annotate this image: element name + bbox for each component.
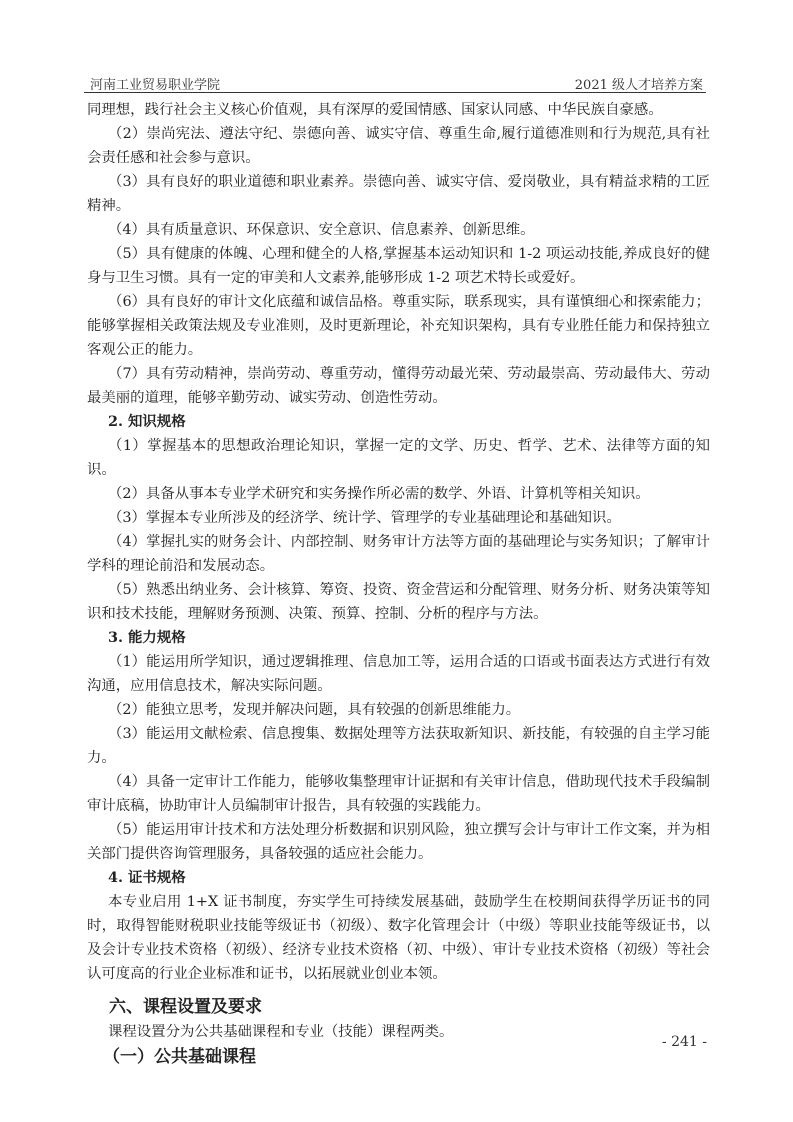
header-rule xyxy=(84,92,706,93)
quality-item: （6）具有良好的审计文化底蕴和诚信品格。尊重实际，联系现实，具有谨慎细心和探索能力；能够掌握相关政策法规及专业准则，及时更新理论，补充知识架构，具有专业胜任能力和保持独立客观公正的能力。 xyxy=(87,294,710,358)
quality-item: （2）崇尚宪法、遵法守纪、崇德向善、诚实守信、尊重生命,履行道德准则和行为规范,具有社会责任感和社会参与意识。 xyxy=(87,126,710,166)
ability-item: （2）能独立思考，发现并解决问题，具有较强的创新思维能力。 xyxy=(108,702,521,718)
certificate-text: 本专业启用 1+X 证书制度，夯实学生可持续发展基础，鼓励学生在校期间获得学历证书的同时，取得智能财税职业技能等级证书（初级）、数字化管理会计（中级）等职业技能等级证书，以及会计专业技术资格（初级）、经济专业技术资格（初、中级）、审计专业技术资格（初级）等社会认可度高的行业企业标准和证书，以拓展就业创业本领。 xyxy=(87,894,710,982)
ability-item: （5）能运用审计技术和方法处理分析数据和识别风险，独立撰写会计与审计工作文案，并为相关部门提供咨询管理服务，具备较强的适应社会能力。 xyxy=(87,822,710,862)
page-number: - 241 - xyxy=(661,1034,707,1050)
certificate-heading: 4. 证书规格 xyxy=(108,869,186,886)
ability-item: （4）具备一定审计工作能力，能够收集整理审计证据和有关审计信息，借助现代技术手段编制审计底稿，协助审计人员编制审计报告，具有较强的实践能力。 xyxy=(87,774,710,814)
knowledge-item: （3）掌握本专业所涉及的经济学、统计学、管理学的专业基础理论和基础知识。 xyxy=(108,510,621,526)
ability-heading: 3. 能力规格 xyxy=(108,629,186,646)
knowledge-item: （5）熟悉出纳业务、会计核算、筹资、投资、资金营运和分配管理、财务分析、财务决策等知识和技术技能，理解财务预测、决策、预算、控制、分析的程序与方法。 xyxy=(87,582,710,622)
section-heading: 六、课程设置及要求 xyxy=(109,997,262,1017)
section-intro: 课程设置分为公共基础课程和专业（技能）课程两类。 xyxy=(108,1024,454,1040)
paragraph: 同理想，践行社会主义核心价值观，具有深厚的爱国情感、国家认同感、中华民族自豪感。 xyxy=(87,102,663,118)
knowledge-item: （1）掌握基本的思想政治理论知识，掌握一定的文学、历史、哲学、艺术、法律等方面的知识。 xyxy=(87,438,710,478)
knowledge-item: （4）掌握扎实的财务会计、内部控制、财务审计方法等方面的基础理论与实务知识；了解审计学科的理论前沿和发展动态。 xyxy=(87,534,710,574)
quality-item: （4）具有质量意识、环保意识、安全意识、信息素养、创新思维。 xyxy=(108,222,535,238)
header-school: 河南工业贸易职业学院 xyxy=(90,78,221,93)
ability-item: （3）能运用文献检索、信息搜集、数据处理等方法获取新知识、新技能，有较强的自主学习能力。 xyxy=(87,726,710,766)
page-header xyxy=(90,70,703,92)
quality-item: （3）具有良好的职业道德和职业素养。崇德向善、诚实守信、爱岗敬业，具有精益求精的工匠精神。 xyxy=(87,174,710,214)
ability-item: （1）能运用所学知识，通过逻辑推理、信息加工等，运用合适的口语或书面表达方式进行有效沟通，应用信息技术，解决实际问题。 xyxy=(87,654,710,694)
page-body xyxy=(87,98,710,1070)
subsection-heading: （一）公共基础课程 xyxy=(103,1047,256,1067)
knowledge-heading: 2. 知识规格 xyxy=(108,413,186,430)
header-doc-title: 2021 级人才培养方案 xyxy=(574,78,703,93)
quality-item: （7）具有劳动精神，崇尚劳动、尊重劳动，懂得劳动最光荣、劳动最崇高、劳动最伟大、劳动最美丽的道理，能够辛勤劳动、诚实劳动、创造性劳动。 xyxy=(87,366,710,406)
quality-item: （5）具有健康的体魄、心理和健全的人格,掌握基本运动知识和 1-2 项运动技能,养成良好的健身与卫生习惯。具有一定的审美和人文素养,能够形成 1-2 项艺术特长或爱好。 xyxy=(87,246,710,286)
knowledge-item: （2）具备从事本专业学术研究和实务操作所必需的数学、外语、计算机等相关知识。 xyxy=(108,486,650,502)
